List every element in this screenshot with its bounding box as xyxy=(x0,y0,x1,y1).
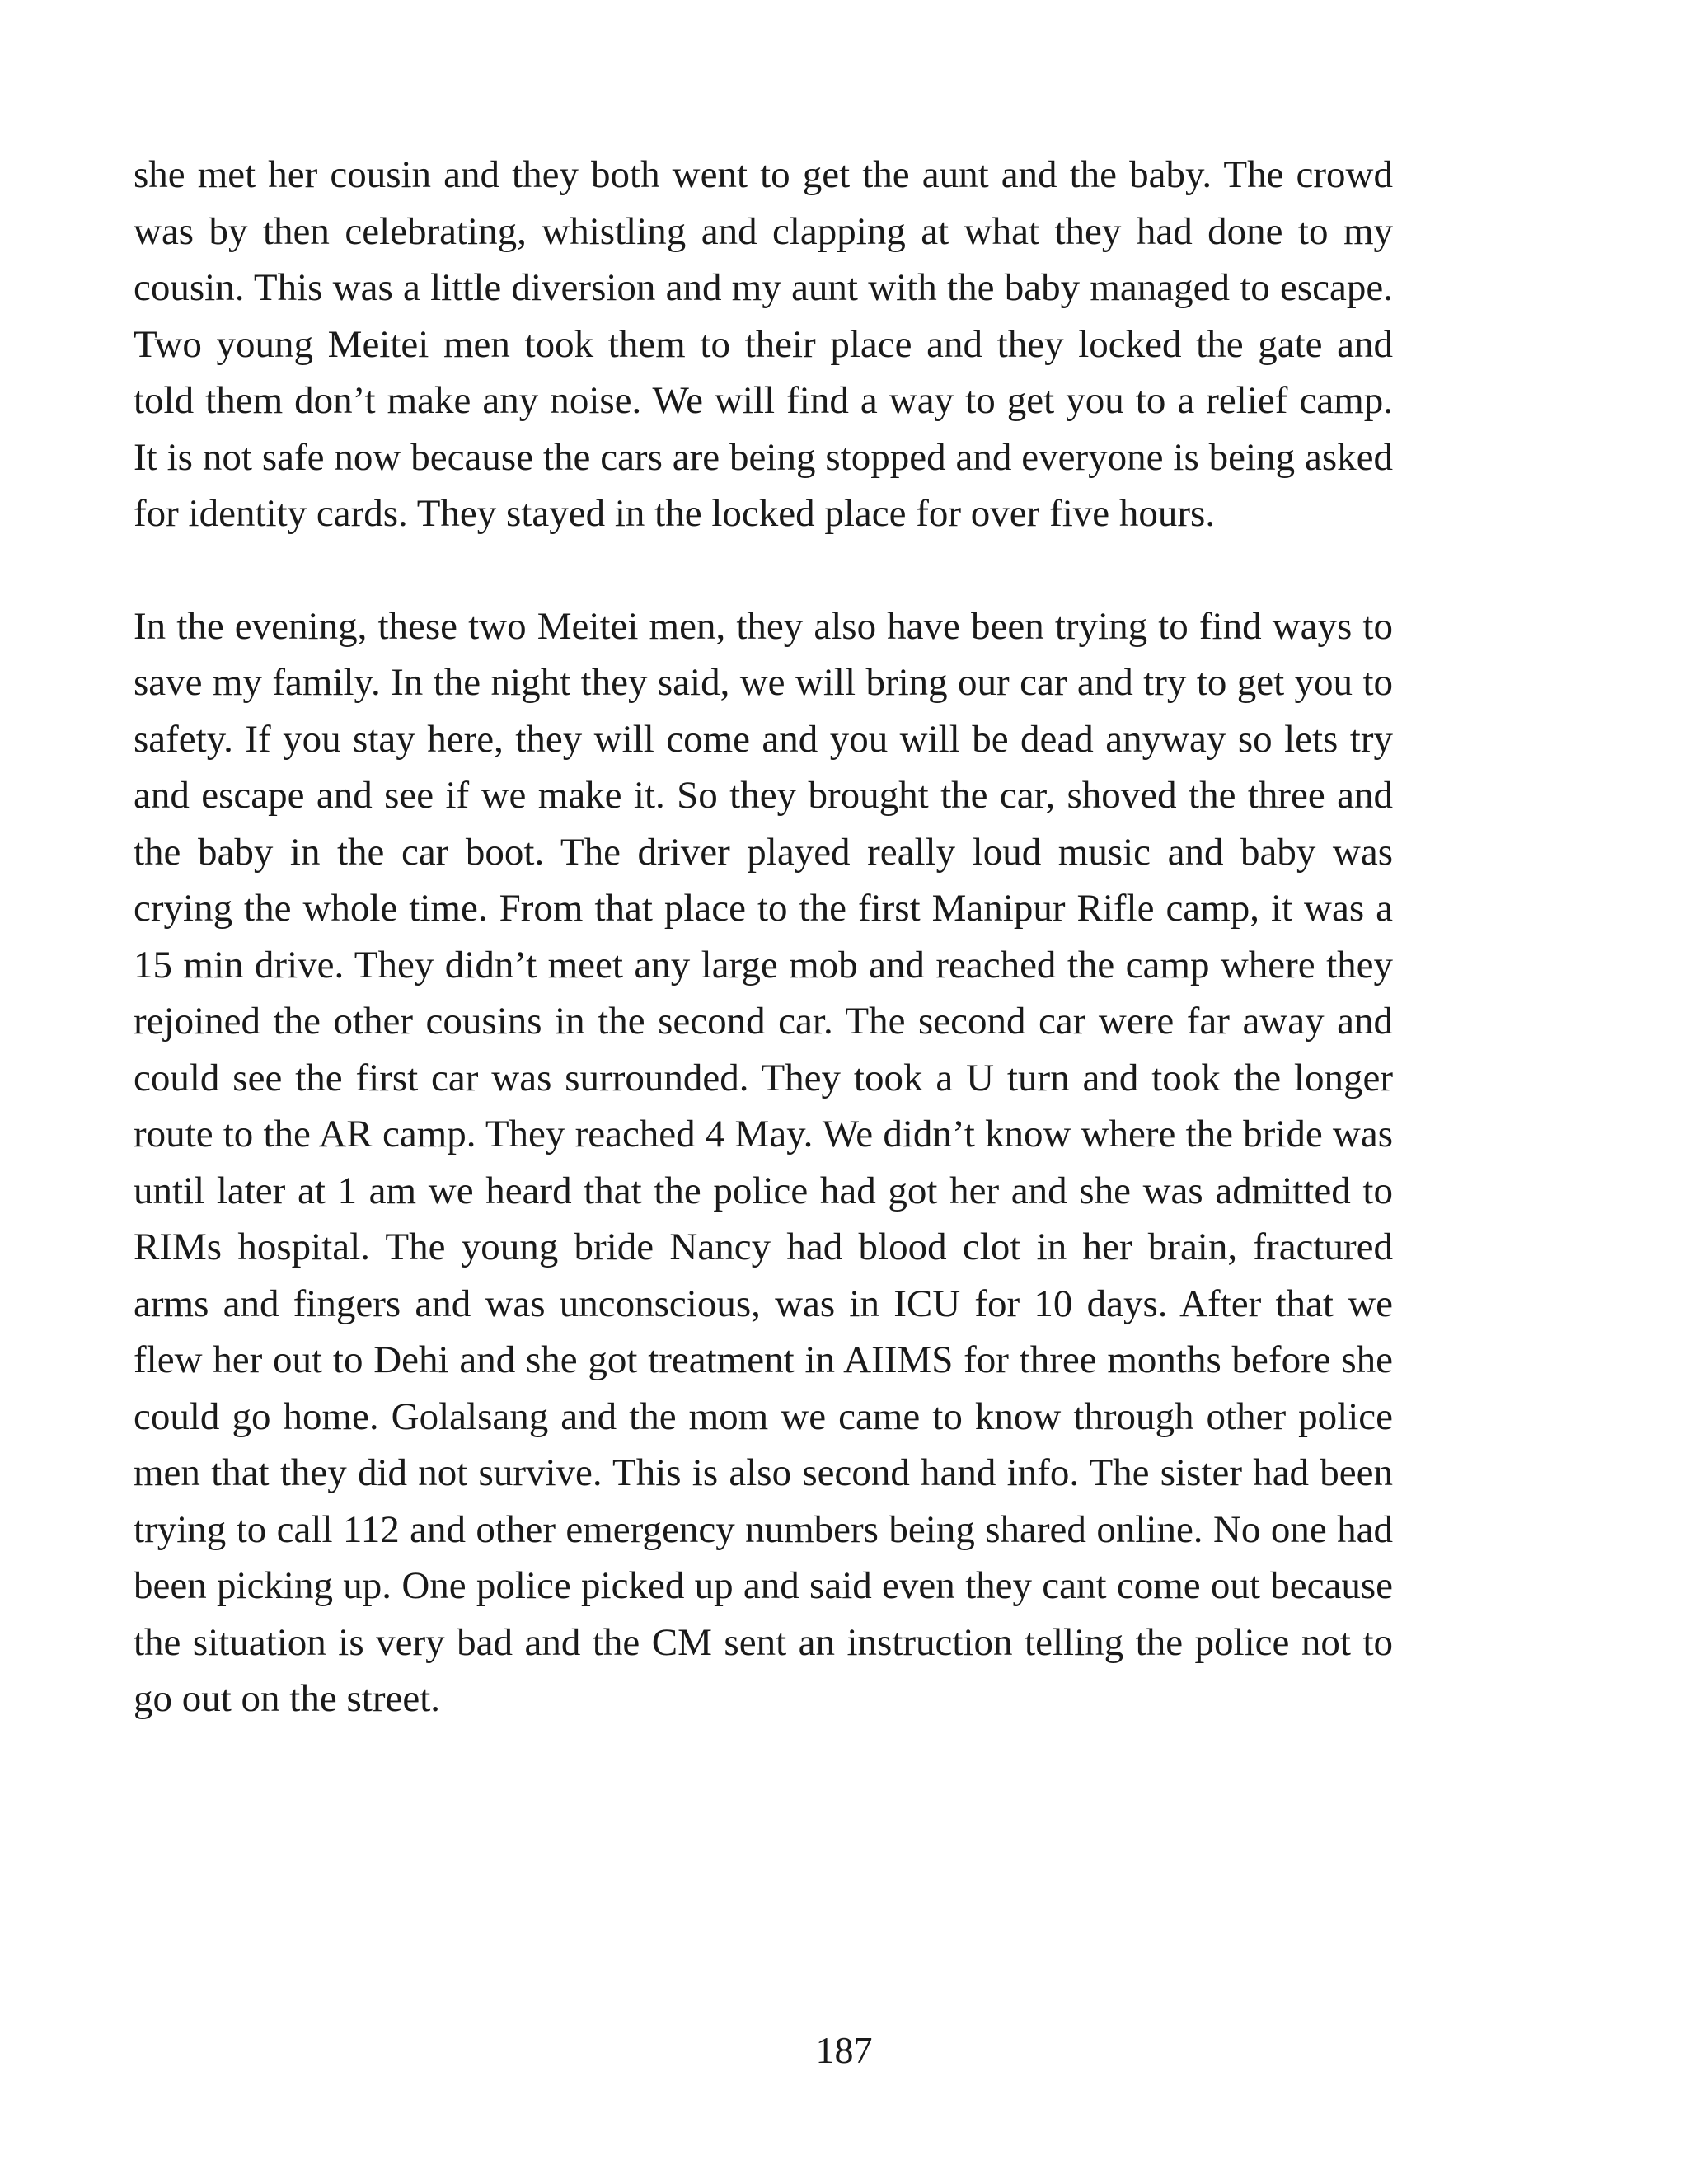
body-text xyxy=(134,147,1393,1727)
paragraph-2: In the evening, these two Meitei men, they also have been trying to find ways to save my family. In the night they said, we will bring our car and try to get you to safety. If you stay here, they will come and you will be dead anyway so lets try and escape and see if we make it. So they brought the car, shoved the three and the baby in the car boot. The driver played really loud music and baby was crying the whole time. From that place to the first Manipur Rifle camp, it was a 15 min drive. They didn’t meet any large mob and reached the camp where they rejoined the other cousins in the second car. The second car were far away and could see the first car was surrounded. They took a U turn and took the longer route to the AR camp. They reached 4 May. We didn’t know where the bride was until later at 1 am we heard that the police had got her and she was admitted to RIMs hospital. The young bride Nancy had blood clot in her brain, fractured arms and fingers and was unconscious, was in ICU for 10 days. After that we flew her out to Dehi and she got treatment in AIIMS for three months before she could go home. Golalsang and the mom we came to know through other police men that they did not survive. This is also second hand info. The sister had been trying to call 112 and other emergency numbers being shared online. No one had been picking up. One police picked up and said even they cant come out because the situation is very bad and the CM sent an instruction telling the police not to go out on the street. xyxy=(134,604,1393,1720)
paragraph-1: she met her cousin and they both went to get the aunt and the baby. The crowd was by then celebrating, whistling and clapping at what they had done to my cousin. This was a little diversion and my aunt with the baby managed to escape. Two young Meitei men took them to their place and they locked the gate and told them don’t make any noise. We will find a way to get you to a relief camp. It is not safe now because the cars are being stopped and everyone is being asked for identity cards. They stayed in the locked place for over five hours. xyxy=(134,153,1393,535)
page-number: 187 xyxy=(815,2029,873,2071)
